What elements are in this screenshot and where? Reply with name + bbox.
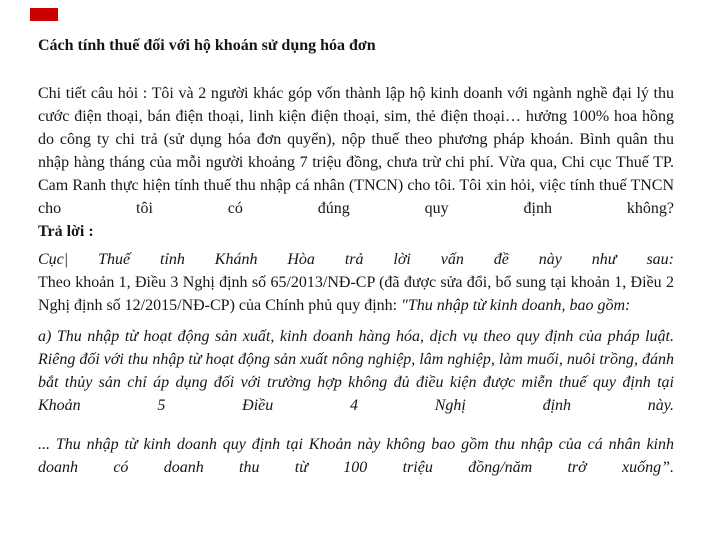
red-marker bbox=[30, 8, 58, 21]
question-paragraph: Chi tiết câu hỏi : Tôi và 2 người khác góp vốn thành lập hộ kinh doanh với ngành nghề đại lý thu cước điện thoại, bán điện thoại, linh kiện điện thoại, sim, thẻ điện thoại… hưởng 100% hoa hồng do công ty chi trả (sử dụng hóa đơn quyển), nộp thuế theo phương pháp khoán. Bình quân thu nhập hàng tháng của mỗi người khoảng 7 triệu đồng, chưa trừ chi phí. Vừa qua, Chi cục Thuế TP. Cam Ranh thực hiện tính thuế thu nhập cá nhân (TNCN) cho tôi. Tôi xin hỏi, việc tính thuế TNCN cho tôi có đúng quy định không? bbox=[38, 85, 674, 217]
answer-body-quote: "Thu nhập từ kinh doanh, bao gồm: bbox=[401, 297, 631, 314]
ellipsis-quote-paragraph: ... Thu nhập từ kinh doanh quy định tại Khoản này không bao gồm thu nhập của cá nhân kinh doanh có doanh thu từ 100 triệu đồng/năm trở xuống”. bbox=[38, 436, 674, 476]
answer-paragraph bbox=[38, 248, 674, 317]
answer-intro-line: Cục| Thuế tỉnh Khánh Hòa trả lời vấn đề này như sau: bbox=[38, 251, 674, 268]
document-content bbox=[38, 34, 674, 479]
answer-label: Trả lời : bbox=[38, 223, 94, 240]
page-title: Cách tính thuế đối với hộ khoán sử dụng hóa đơn bbox=[38, 37, 376, 54]
point-a-paragraph: a) Thu nhập từ hoạt động sản xuất, kinh doanh hàng hóa, dịch vụ theo quy định của pháp luật. Riêng đối với thu nhập từ hoạt động sản xuất nông nghiệp, lâm nghiệp, làm muối, nuôi trồng, đánh bắt thủy sản chỉ áp dụng đối với trường hợp không đủ điều kiện được miễn thuế quy định tại Khoản 5 Điều 4 Nghị định này. bbox=[38, 328, 674, 414]
answer-body-text: Theo khoản 1, Điều 3 Nghị định số 65/2013/NĐ-CP (đã được sửa đổi, bổ sung tại khoản 1, Điều 2 Nghị định số 12/2015/NĐ-CP) của Chính phủ quy định: bbox=[38, 274, 674, 314]
